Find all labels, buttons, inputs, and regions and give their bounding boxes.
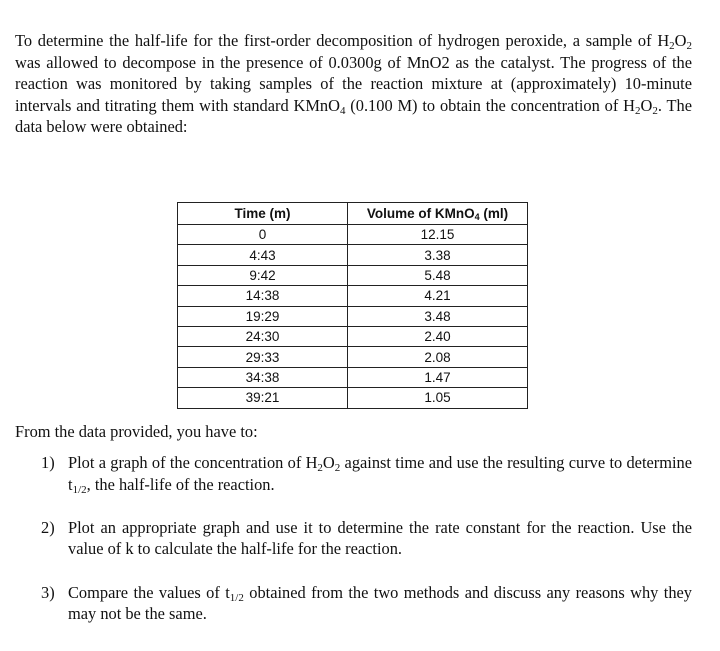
time-cell: 9:42 [178,265,348,285]
intro-text-1: To determine the half-life for the first-order decomposition of hydrogen peroxide, a sample of H [15,31,670,50]
task-item-2: 2) Plot an appropriate graph and use it to determine the rate constant for the reaction. Use the value of k to calculate the half-life for the reaction. [41,517,692,559]
volume-cell: 1.47 [348,367,528,387]
task-number: 2) [41,517,55,537]
table-row [178,388,528,408]
header-volume: Volume of KMnO4 (ml) [348,203,528,225]
intro-text-5: O [640,95,653,115]
table-row [178,306,528,326]
intro-text-3: was allowed to decompose in the presence of 0.0300g of MnO2 as the catalyst. The progress of the reaction was monitored by taking samples of the reaction mixture at (approximately) 10-minute intervals and titrating them with standard KMnO [15,52,692,115]
intro-text-2: O [674,31,687,50]
subscript: 2 [686,40,692,52]
table-row [178,367,528,387]
time-cell: 39:21 [178,388,348,408]
table-row [178,326,528,346]
volume-cell: 3.38 [348,245,528,265]
table-row [178,225,528,245]
volume-cell: 2.08 [348,347,528,367]
task-item-1: 1) Plot a graph of the concentration of $H_2O_2$ against time and use the resulting curve to determine $t_{1/2}$, the half-life of the reaction. [41,453,693,496]
task-number: 3) [41,582,55,602]
task-list [41,452,693,625]
time-cell: 4:43 [178,245,348,265]
header-time: Time (m) [178,203,348,225]
volume-cell: 4.21 [348,286,528,306]
table-row [178,286,528,306]
volume-cell: 1.05 [348,388,528,408]
time-cell: 29:33 [178,347,348,367]
task-number: 1) [41,453,55,472]
data-table [177,202,528,409]
volume-cell: 2.40 [348,326,528,346]
time-cell: 34:38 [178,367,348,387]
task-item-3: 3) Compare the values of $t_{1/2}$ obtained from the two methods and discuss any reasons why they may not be the same. [41,582,692,624]
table-row [178,245,528,265]
subscript: 2 [669,40,675,52]
time-cell: 14:38 [178,286,348,306]
intro-text-6: . The data below were obtained: [15,95,692,137]
table-row [178,347,528,367]
table-header-row [178,203,528,225]
volume-cell: 12.15 [348,225,528,245]
subscript: 2 [635,104,641,117]
subscript: 4 [339,104,346,117]
time-cell: 19:29 [178,306,348,326]
volume-cell: 3.48 [348,306,528,326]
time-cell: 24:30 [178,326,348,346]
instructions-lead: From the data provided, you have to: [15,422,258,441]
table-row [178,265,528,285]
subscript: 2 [652,104,658,117]
volume-cell: 5.48 [348,265,528,285]
intro-paragraph [15,30,692,138]
time-cell: 0 [178,225,348,245]
intro-text-4: (0.100 M) to obtain the concentration of H [345,95,636,115]
